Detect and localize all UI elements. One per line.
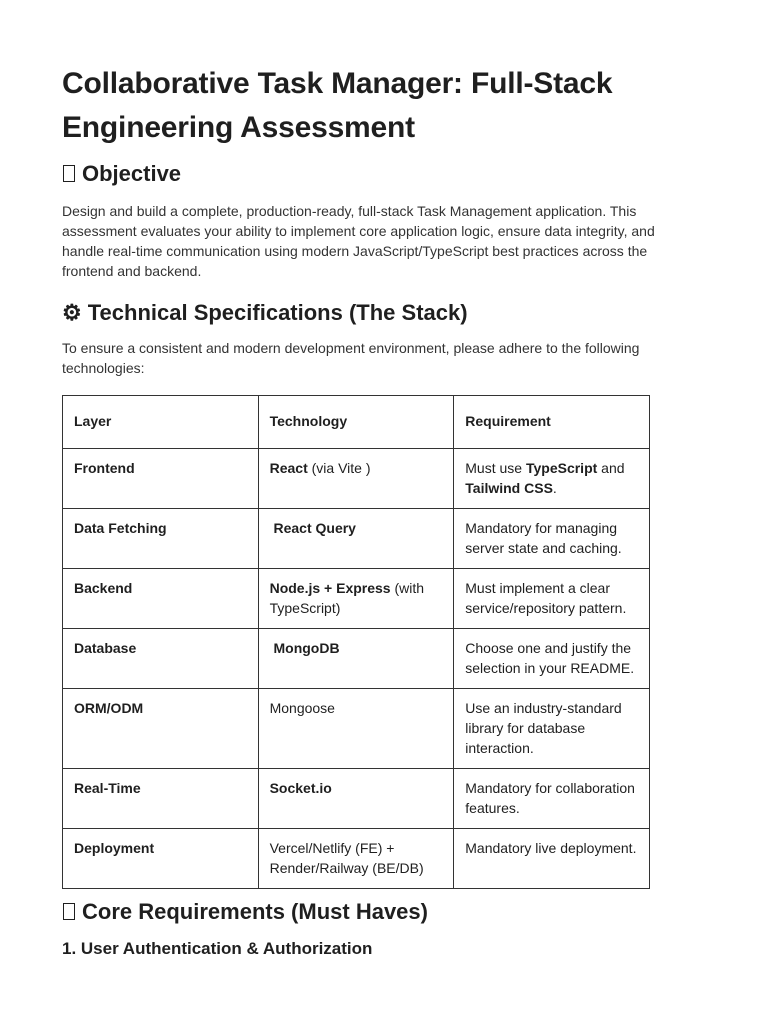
table-header-cell: Layer bbox=[63, 396, 259, 449]
requirement-cell bbox=[454, 449, 650, 509]
tech-stack-table bbox=[62, 395, 650, 889]
objective-heading-text: Objective bbox=[82, 161, 182, 186]
subsection-heading: 1. User Authentication & Authorization bbox=[62, 939, 373, 958]
objective-heading bbox=[62, 160, 181, 188]
tech-spec-heading-text: Technical Specifications (The Stack) bbox=[87, 300, 468, 325]
technology-text: (with TypeScript) bbox=[269, 580, 425, 616]
layer-cell: Data Fetching bbox=[63, 509, 259, 569]
requirement-cell: Choose one and justify the selection in your README. bbox=[454, 629, 650, 689]
technology-bold: Node.js + Express bbox=[269, 580, 391, 596]
tech-spec-intro: To ensure a consistent and modern development environment, please adhere to the following technologies: bbox=[62, 340, 640, 376]
requirement-text: . bbox=[552, 480, 557, 496]
technology-text: Vercel/Netlify (FE) + Render/Railway (BE/DB) bbox=[269, 840, 424, 876]
layer-cell: Deployment bbox=[63, 829, 259, 889]
technology-cell bbox=[258, 569, 454, 629]
layer-cell: Backend bbox=[63, 569, 259, 629]
technology-cell bbox=[258, 829, 454, 889]
layer-cell: ORM/ODM bbox=[63, 689, 259, 769]
document-title: Collaborative Task Manager: Full-Stack Engineering Assessment bbox=[62, 67, 613, 144]
core-requirements-heading-text: Core Requirements (Must Haves) bbox=[82, 899, 428, 924]
layer-cell: Frontend bbox=[63, 449, 259, 509]
technology-bold: Socket.io bbox=[269, 780, 332, 796]
technology-bold: React Query bbox=[269, 520, 356, 536]
tech-spec-heading bbox=[62, 299, 468, 327]
layer-cell: Database bbox=[63, 629, 259, 689]
requirement-bold: TypeScript bbox=[525, 460, 598, 476]
technology-bold: MongoDB bbox=[269, 640, 340, 656]
technology-cell bbox=[258, 769, 454, 829]
requirement-cell: Use an industry-standard library for database interaction. bbox=[454, 689, 650, 769]
requirement-cell: Mandatory live deployment. bbox=[454, 829, 650, 889]
requirement-text: Must use bbox=[465, 460, 526, 476]
table-row bbox=[63, 509, 650, 569]
table-row bbox=[63, 629, 650, 689]
technology-cell bbox=[258, 449, 454, 509]
technology-cell bbox=[258, 629, 454, 689]
requirement-bold: Tailwind CSS bbox=[465, 480, 553, 496]
technology-text: (via Vite ) bbox=[307, 460, 371, 476]
table-header-cell: Requirement bbox=[454, 396, 650, 449]
missing-glyph-icon bbox=[63, 165, 75, 182]
table-row bbox=[63, 769, 650, 829]
missing-glyph-icon bbox=[63, 903, 75, 920]
requirement-text: and bbox=[597, 460, 625, 476]
requirement-cell: Mandatory for managing server state and caching. bbox=[454, 509, 650, 569]
requirement-cell: Must implement a clear service/repository pattern. bbox=[454, 569, 650, 629]
table-header-row bbox=[63, 396, 650, 449]
table-row bbox=[63, 689, 650, 769]
table-row bbox=[63, 829, 650, 889]
technology-bold: React bbox=[269, 460, 308, 476]
objective-paragraph: Design and build a complete, production-ready, full-stack Task Management application. This assessment evaluates your ability to implement core application logic, ensure data integrity, and handle real-time communication using modern JavaScript/TypeScript best practices across the frontend and backend. bbox=[62, 203, 655, 279]
requirement-cell: Mandatory for collaboration features. bbox=[454, 769, 650, 829]
gear-icon: ⚙ bbox=[62, 300, 82, 325]
technology-text: Mongoose bbox=[269, 700, 335, 716]
table-header-cell: Technology bbox=[258, 396, 454, 449]
table-row bbox=[63, 569, 650, 629]
core-requirements-heading bbox=[62, 898, 428, 926]
technology-cell bbox=[258, 509, 454, 569]
layer-cell: Real-Time bbox=[63, 769, 259, 829]
technology-cell bbox=[258, 689, 454, 769]
table-row bbox=[63, 449, 650, 509]
